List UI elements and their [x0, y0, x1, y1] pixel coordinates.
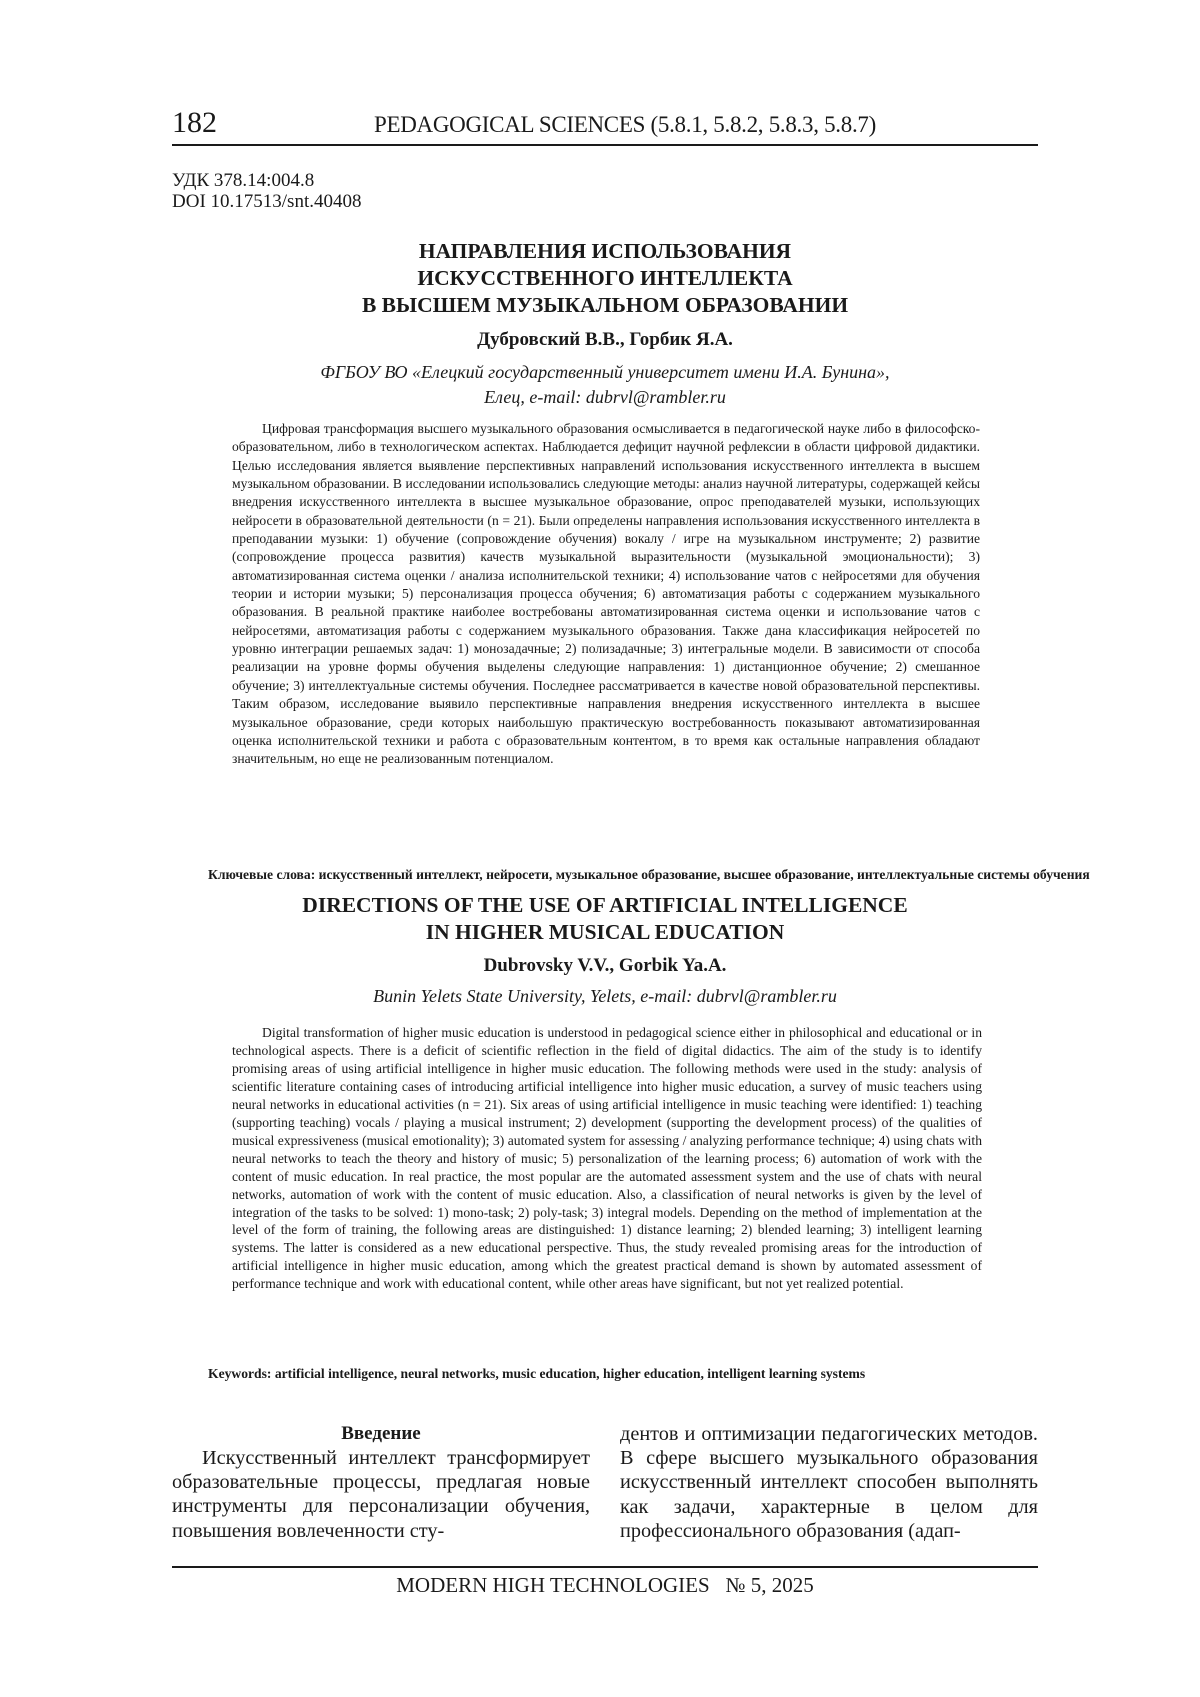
authors-english: Dubrovsky V.V., Gorbik Ya.A. [172, 954, 1038, 978]
body-paragraph: Искусственный интеллект трансформирует образовательные процессы, предлагая новые инструменты для персонализации обучения, повышения вовлеченности сту- [172, 1446, 590, 1543]
udk-code: УДК 378.14:004.8 [172, 170, 361, 191]
affiliation-russian-line: Елец, e-mail: dubrvl@rambler.ru [172, 385, 1038, 410]
keywords-english-label: Keywords: [208, 1366, 271, 1381]
body-paragraph: дентов и оптимизации педагогических методов. В сфере высшего музыкального образования искусственный интеллект способен выполнять как задачи, характерные в целом для профессионального образования (адап- [620, 1422, 1038, 1543]
keywords-english [208, 1365, 1028, 1382]
section-heading-introduction: Введение [172, 1422, 590, 1446]
body-column-left [172, 1422, 590, 1543]
affiliation-russian [172, 360, 1038, 410]
keywords-english-list: artificial intelligence, neural networks, music education, higher education, intelligent learning systems [275, 1366, 865, 1381]
authors-russian: Дубровский В.В., Горбик Я.А. [172, 328, 1038, 352]
page-footer [172, 1566, 1038, 1598]
abstract-english: Digital transformation of higher music education is understood in pedagogical science either in philosophical and educational or in technological aspects. There is a deficit of scientific reflection in the field of digital didactics. The aim of the study is to identify promising areas of using artificial intelligence in higher music education. The following methods were used in the study: analysis of scientific literature containing cases of introducing artificial intelligence into higher music education, a survey of music teachers using neural networks in educational activities (n = 21). Six areas of using artificial intelligence in music teaching were identified: 1) teaching (supporting teaching) vocals / playing a musical instrument; 2) development (supporting the development process) of the qualities of musical expressiveness (musical emotionality); 3) automated system for assessing / analyzing performance technique; 4) using chats with neural networks to teach the theory and history of music; 5) personalization of the learning process; 6) automation of work with the content of music education. In real practice, the most popular are the automated assessment system and the use of chats with neural networks, automation of work with the content of music education. Also, a classification of neural networks is given by the level of integration of the tasks to be solved: 1) mono-task; 2) poly-task; 3) integral models. Depending on the method of implementation at the level of the form of training, the following areas are distinguished: 1) distance learning; 2) blended learning; 3) intelligent learning systems. The latter is considered as a new educational perspective. Thus, the study revealed promising areas for the introduction of artificial intelligence in higher music education, among which the greatest practical demand is shown by automated assessment of performance technique and work with educational content, while other areas have significant, but not yet realized potential. [232, 1024, 982, 1293]
journal-section: PEDAGOGICAL SCIENCES (5.8.1, 5.8.2, 5.8.3, 5.8.7) [374, 113, 876, 137]
title-russian [172, 238, 1038, 319]
footer-journal-name: MODERN HIGH TECHNOLOGIES [396, 1573, 709, 1597]
doi-link[interactable]: DOI 10.17513/snt.40408 [172, 191, 361, 212]
keywords-russian-label: Ключевые слова: [208, 867, 315, 882]
affiliation-russian-line: ФГБОУ ВО «Елецкий государственный университет имени И.А. Бунина», [172, 360, 1038, 385]
title-english-line: IN HIGHER MUSICAL EDUCATION [172, 919, 1038, 946]
keywords-russian-list: искусственный интеллект, нейросети, музыкальное образование, высшее образование, интеллектуальные системы обучения [319, 867, 1090, 882]
body-column-right [620, 1422, 1038, 1543]
page-number: 182 [172, 108, 217, 138]
title-russian-line: В ВЫСШЕМ МУЗЫКАЛЬНОМ ОБРАЗОВАНИИ [172, 292, 1038, 319]
footer-issue: № 5, 2025 [725, 1573, 813, 1597]
title-russian-line: ИСКУССТВЕННОГО ИНТЕЛЛЕКТА [172, 265, 1038, 292]
affiliation-english: Bunin Yelets State University, Yelets, e-mail: dubrvl@rambler.ru [172, 984, 1038, 1009]
title-russian-line: НАПРАВЛЕНИЯ ИСПОЛЬЗОВАНИЯ [172, 238, 1038, 265]
keywords-russian [208, 866, 1142, 883]
title-english-line: DIRECTIONS OF THE USE OF ARTIFICIAL INTELLIGENCE [172, 892, 1038, 919]
running-head [172, 108, 1038, 146]
article-identifiers [172, 170, 361, 212]
title-english [172, 892, 1038, 946]
abstract-russian: Цифровая трансформация высшего музыкального образования осмысливается в педагогической науке либо в философско-образовательном, либо в технологическом аспектах. Наблюдается дефицит научной рефлексии в области цифровой дидактики. Целью исследования является выявление перспективных направлений использования искусственного интеллекта в высшем музыкальном образовании. В исследовании использовались следующие методы: анализ научной литературы, содержащей кейсы внедрения искусственного интеллекта в высшее музыкальное образование, опрос преподавателей музыки, использующих нейросети в образовательной деятельности (n = 21). Были определены направления использования искусственного интеллекта в преподавании музыки: 1) обучение (сопровождение обучения) вокалу / игре на музыкальном инструменте; 2) развитие (сопровождение процесса развития) качеств музыкальной выразительности (музыкальной эмоциональности); 3) автоматизированная система оценки / анализа исполнительской техники; 4) использование чатов с нейросетями для обучения теории и истории музыки; 5) персонализация процесса обучения; 6) автоматизация работы с содержанием музыкального образования. В реальной практике наиболее востребованы автоматизированная система оценки и использование чатов с нейросетями, автоматизация работы с содержанием музыкального образования. Также дана классификация нейросетей по уровню интеграции решаемых задач: 1) монозадачные; 2) полизадачные; 3) интегральные модели. В зависимости от способа реализации на уровне формы обучения выделены следующие направления: 1) дистанционное обучение; 2) смешанное обучение; 3) интеллектуальные системы обучения. Последнее рассматривается в качестве новой образовательной перспективы. Таким образом, исследование выявило перспективные направления внедрения искусственного интеллекта в высшее музыкальное образование, среди которых наибольшую практическую востребованность показывают автоматизированная оценка исполнительской техники и работа с образовательным контентом, в то время как остальные направления обладают значительным, но еще не реализованным потенциалом. [232, 420, 980, 769]
